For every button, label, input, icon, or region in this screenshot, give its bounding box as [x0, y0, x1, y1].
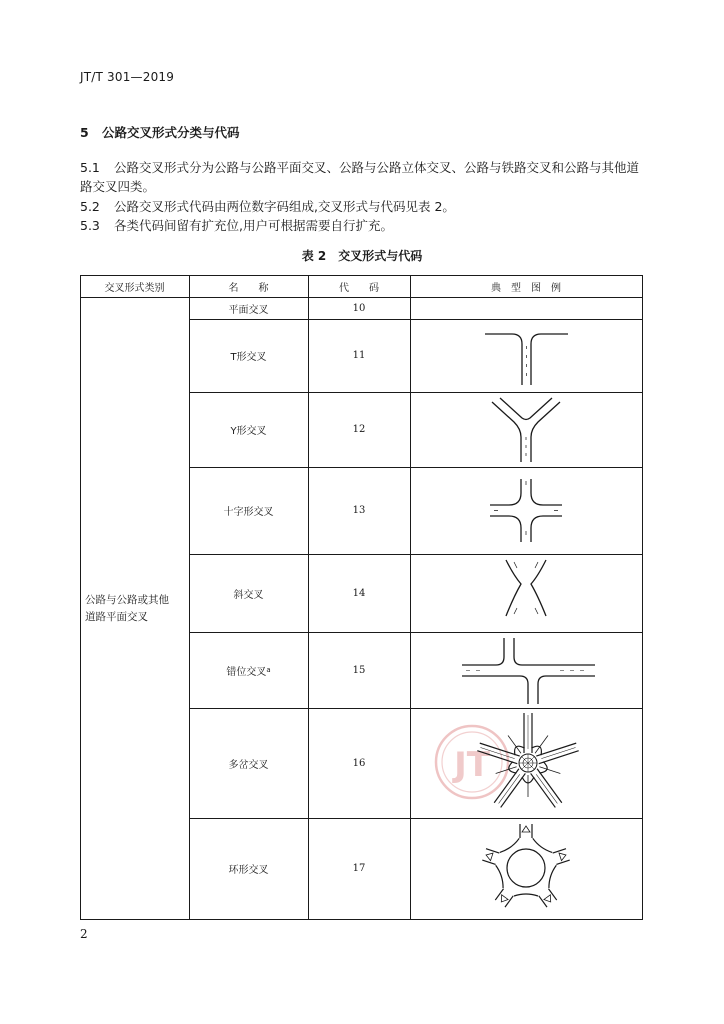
row-name: 多岔交叉 — [228, 759, 269, 771]
row-code: 16 — [352, 757, 366, 769]
row-code: 17 — [352, 863, 366, 874]
table-title — [0, 247, 724, 264]
multi-leg-intersection-icon — [410, 708, 642, 818]
row-name: 环形交叉 — [228, 865, 269, 876]
row-code: 13 — [352, 505, 366, 516]
row-name: 斜交叉 — [233, 589, 264, 601]
stamp-text: JT — [454, 745, 490, 785]
row-name: 错位交叉 a — [226, 666, 271, 678]
header-category: 交叉形式类别 — [104, 282, 165, 294]
paragraph-number: 5.3 — [80, 218, 100, 233]
row-name: 平面交叉 — [228, 304, 269, 316]
header-code: 代 码 — [339, 282, 379, 294]
section-heading — [80, 123, 240, 141]
paragraph-number: 5.2 — [80, 199, 100, 214]
t-intersection-icon — [410, 319, 642, 392]
row-code: 11 — [352, 350, 366, 361]
footnote-mark: a — [266, 666, 271, 674]
standard-code: JT/T 301—2019 — [80, 70, 175, 84]
category-cell — [81, 298, 189, 919]
table-label: 表 2 — [301, 249, 327, 263]
paragraph-text: 公路交叉形式分为公路与公路平面交叉、公路与公路立体交叉、公路与铁路交叉和公路与其他道 — [114, 160, 640, 175]
paragraph-text: 各类代码间留有扩充位,用户可根据需要自行扩充。 — [114, 218, 393, 233]
page-number: 2 — [80, 927, 88, 941]
row-name: T形交叉 — [230, 352, 267, 363]
roundabout-icon — [410, 818, 642, 919]
cross-intersection-icon — [410, 467, 642, 554]
row-name: 十字形交叉 — [223, 507, 274, 518]
row-name: Y形交叉 — [230, 426, 267, 437]
paragraph-continuation: 路交叉四类。 — [80, 179, 156, 194]
y-intersection-icon — [410, 392, 642, 467]
paragraph-5-2 — [80, 197, 650, 216]
category-line-1: 公路与公路或其他 — [85, 593, 169, 606]
skew-intersection-icon — [410, 554, 642, 632]
category-line-2: 道路平面交叉 — [85, 610, 148, 623]
offset-intersection-icon — [410, 632, 642, 708]
row-code: 15 — [352, 664, 366, 676]
header-name: 名 称 — [228, 282, 269, 294]
header-diagram: 典 型 图 例 — [491, 282, 561, 294]
row-code: 12 — [352, 424, 366, 435]
paragraph-text: 公路交叉形式代码由两位数字码组成,交叉形式与代码见表 2。 — [114, 199, 455, 214]
paragraph-5-1 — [80, 158, 650, 196]
row-code: 10 — [352, 302, 366, 314]
table-caption: 交叉形式与代码 — [338, 249, 423, 263]
row-code: 14 — [352, 587, 366, 599]
section-number: 5 — [80, 125, 89, 140]
paragraph-number: 5.1 — [80, 160, 100, 175]
paragraph-5-3 — [80, 216, 650, 235]
section-title-text: 公路交叉形式分类与代码 — [102, 125, 240, 140]
